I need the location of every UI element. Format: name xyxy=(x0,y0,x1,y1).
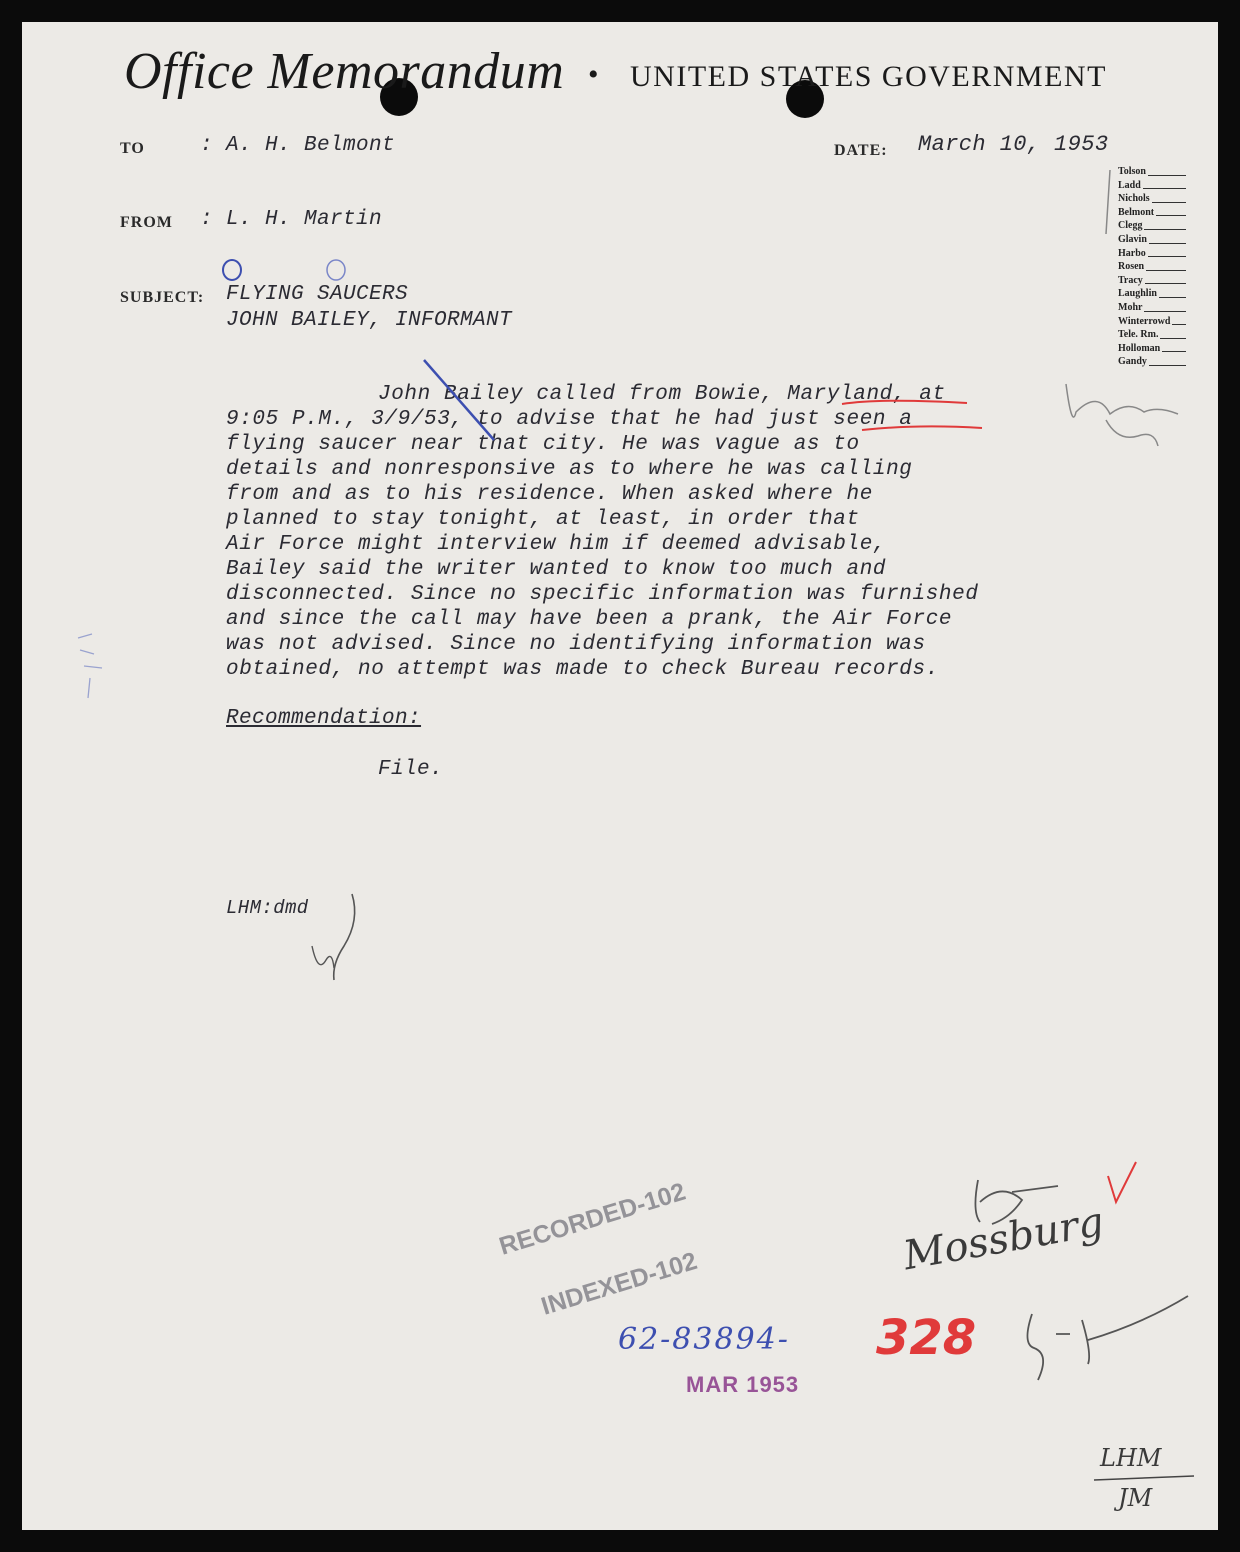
routing-item: Tolson xyxy=(1118,165,1186,179)
handwritten-initials-mark xyxy=(304,890,364,985)
subject-line-1: FLYING SAUCERS xyxy=(226,283,409,306)
date-value: March 10, 1953 xyxy=(918,132,1109,157)
body-line: Air Force might interview him if deemed advisable, xyxy=(226,533,887,556)
handwritten-jm: JM xyxy=(1118,1484,1153,1512)
serial-number: 328 xyxy=(876,1310,977,1366)
from-value: : L. H. Martin xyxy=(200,208,383,231)
handwritten-lhm: LHM xyxy=(1100,1444,1162,1472)
recorded-stamp: RECORDED-102 xyxy=(496,1177,689,1261)
header-separator: • xyxy=(588,58,601,91)
routing-item: Ladd xyxy=(1118,179,1186,193)
right-margin-scribble xyxy=(1058,370,1198,450)
routing-item: Rosen xyxy=(1118,260,1186,274)
blue-pencil-stroke xyxy=(418,356,508,446)
recommendation-heading: Recommendation: xyxy=(226,707,422,730)
typist-initials: LHM:dmd xyxy=(226,897,309,919)
routing-item: Glavin xyxy=(1118,233,1186,247)
routing-item: Tracy xyxy=(1118,274,1186,288)
routing-item: Laughlin xyxy=(1118,287,1186,301)
handwritten-mossburg: Mossburg xyxy=(900,1198,1108,1280)
routing-item: Harbo xyxy=(1118,247,1186,261)
body-line: and since the call may have been a prank, the Air Force xyxy=(226,608,953,631)
routing-item: Gandy xyxy=(1118,355,1186,369)
recommendation-text: File. xyxy=(378,758,444,781)
date-stamp: MAR 1953 xyxy=(686,1372,800,1397)
routing-item: Belmont xyxy=(1118,206,1186,220)
red-check-mark xyxy=(1102,1158,1142,1208)
body-line: details and nonresponsive as to where he was calling xyxy=(226,458,913,481)
file-number: 62-83894- xyxy=(618,1322,790,1357)
subject-line-2: JOHN BAILEY, INFORMANT xyxy=(226,309,513,332)
routing-item: Clegg xyxy=(1118,219,1186,233)
body-line: was not advised. Since no identifying information was xyxy=(226,633,926,656)
body-line: obtained, no attempt was made to check Bureau records. xyxy=(226,658,939,681)
handwritten-5-sh xyxy=(1012,1284,1192,1394)
to-value: : A. H. Belmont xyxy=(200,134,396,157)
routing-item: Mohr xyxy=(1118,301,1186,315)
from-label: FROM xyxy=(120,214,173,231)
date-label: DATE: xyxy=(834,142,888,159)
body-line: planned to stay tonight, at least, in order that xyxy=(226,508,860,531)
routing-item: Nichols xyxy=(1118,192,1186,206)
body-line: from and as to his residence. When asked where he xyxy=(226,483,873,506)
blue-pencil-marks xyxy=(218,254,358,286)
memo-page xyxy=(22,22,1218,1530)
to-label: TO xyxy=(120,140,145,157)
body-line: flying saucer near that city. He was vague as to xyxy=(226,433,860,456)
government-heading: UNITED STATES GOVERNMENT xyxy=(630,60,1107,93)
initials-divider xyxy=(1090,1474,1200,1484)
routing-check-mark xyxy=(1100,168,1120,238)
memo-title: Office Memorandum xyxy=(124,43,565,100)
subject-label: SUBJECT: xyxy=(120,289,205,306)
handwritten-scrawl xyxy=(962,1172,1062,1242)
indexed-stamp: INDEXED-102 xyxy=(538,1246,701,1321)
routing-item: Holloman xyxy=(1118,342,1186,356)
routing-item: Tele. Rm. xyxy=(1118,328,1186,342)
margin-pencil-marks xyxy=(70,628,120,708)
body-line: Bailey said the writer wanted to know too much and xyxy=(226,558,887,581)
body-line: 9:05 P.M., 3/9/53, to advise that he had just seen a xyxy=(226,408,913,431)
body-line: disconnected. Since no specific information was furnished xyxy=(226,583,979,606)
red-pencil-underlines xyxy=(822,394,1042,434)
body-line: John Bailey called from Bowie, Maryland, at xyxy=(378,383,946,406)
routing-item: Winterrowd xyxy=(1118,315,1186,329)
routing-list xyxy=(1118,165,1186,369)
